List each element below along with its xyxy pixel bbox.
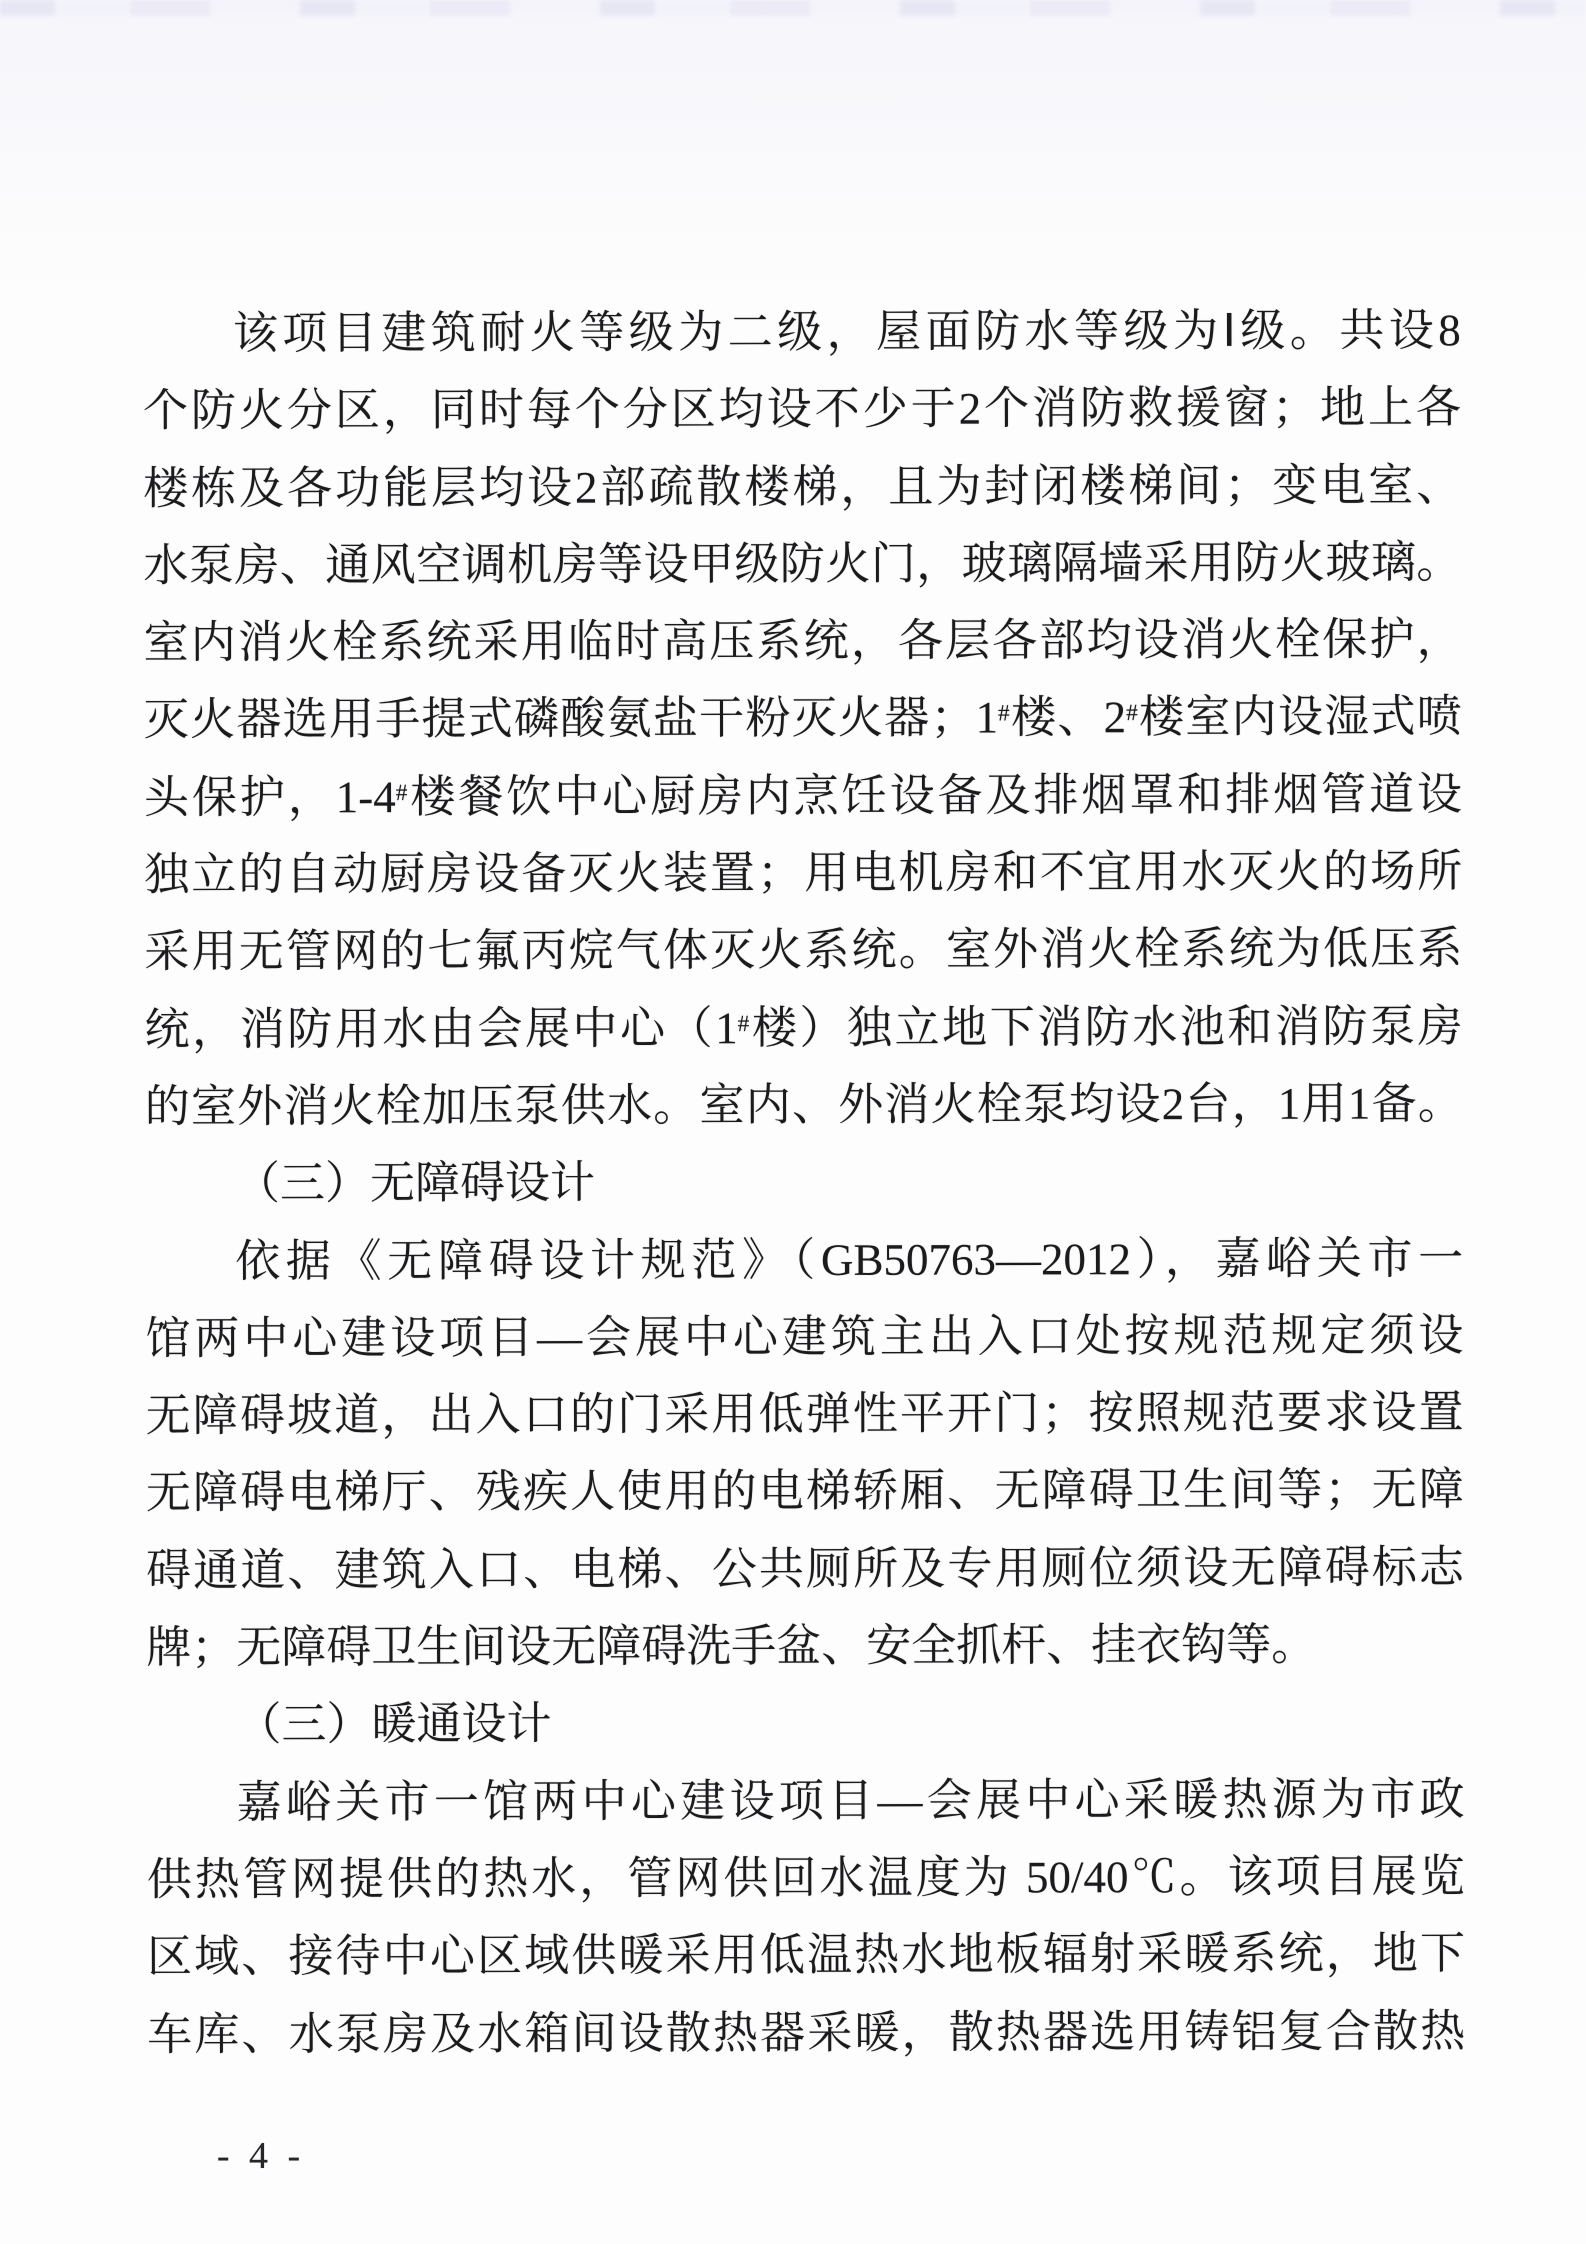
text-line: 室内消火栓系统采用临时高压系统，各层各部均设消火栓保护，: [143, 614, 1462, 668]
text-line: 区域、接待中心区域供暖采用低温热水地板辐射采暖系统，地下: [146, 1928, 1466, 1982]
text-line: 该项目建筑耐火等级为二级，屋面防水等级为Ⅰ级。共设8: [232, 305, 1461, 359]
page-number: - 4 -: [216, 2135, 306, 2177]
superscript-hash: #: [737, 1010, 750, 1037]
text-line: 独立的自动厨房设备灭火装置；用电机房和不宜用水灭火的场所: [144, 846, 1463, 900]
document-body: [143, 292, 1466, 2073]
text-line: 无障碍坡道，出入口的门采用低弹性平开门；按照规范要求设置: [145, 1387, 1464, 1441]
text-line: 碍通道、建筑入口、电梯、公共厕所及专用厕位须设无障碍标志: [145, 1542, 1465, 1596]
text-line: 水泵房、通风空调机房等设甲级防火门，玻璃隔墙采用防火玻璃。: [143, 537, 1462, 591]
superscript-hash: #: [998, 700, 1010, 727]
text-line: 统，消防用水由会展中心（1#楼）独立地下消防水池和消防泵房: [144, 1000, 1463, 1055]
text-line: 楼栋及各功能层均设2部疏散楼梯，且为封闭楼梯间；变电室、: [143, 459, 1462, 514]
text-line: 供热管网提供的热水，管网供回水温度为 50/40℃。该项目展览: [146, 1851, 1465, 1905]
text-line: 依据《无障碍设计规范》（GB50763—2012），嘉峪关市一: [235, 1232, 1464, 1287]
text-line: 车库、水泵房及水箱间设散热器采暖，散热器选用铸铝复合散热: [147, 2005, 1466, 2060]
text-line: 馆两中心建设项目—会展中心建筑主出入口处按规范规定须设: [145, 1310, 1464, 1364]
section-heading: （三）暖通设计: [236, 1699, 552, 1750]
scan-noise-artifact: [0, 0, 1586, 16]
superscript-hash: #: [1126, 700, 1138, 727]
text-line: 无障碍电梯厅、残疾人使用的电梯轿厢、无障碍卫生间等；无障: [145, 1464, 1464, 1519]
text-line: 嘉峪关市一馆两中心建设项目—会展中心采暖热源为市政: [236, 1773, 1465, 1828]
scan-band-artifact: [0, 0, 1586, 290]
text-line: 灭火器选用手提式磷酸氨盐干粉灭火器；1#楼、2#楼室内设湿式喷: [143, 691, 1462, 746]
section-heading: （三）无障碍设计: [234, 1157, 596, 1209]
text-line: 头保护，1-4#楼餐饮中心厨房内烹饪设备及排烟罩和排烟管道设: [143, 769, 1463, 823]
text-line: 采用无管网的七氟丙烷气体灭火系统。室外消火栓系统为低压系: [144, 923, 1463, 978]
text-line: 个防火分区，同时每个分区均设不少于2个消防救援窗；地上各: [142, 382, 1462, 437]
text-line: 的室外消火栓加压泵供水。室内、外消火栓泵均设2台，1用1备。: [144, 1078, 1463, 1132]
text-line: 牌；无障碍卫生间设无障碍洗手盆、安全抓杆、挂衣钩等。: [146, 1619, 1317, 1673]
superscript-hash: #: [395, 779, 408, 806]
